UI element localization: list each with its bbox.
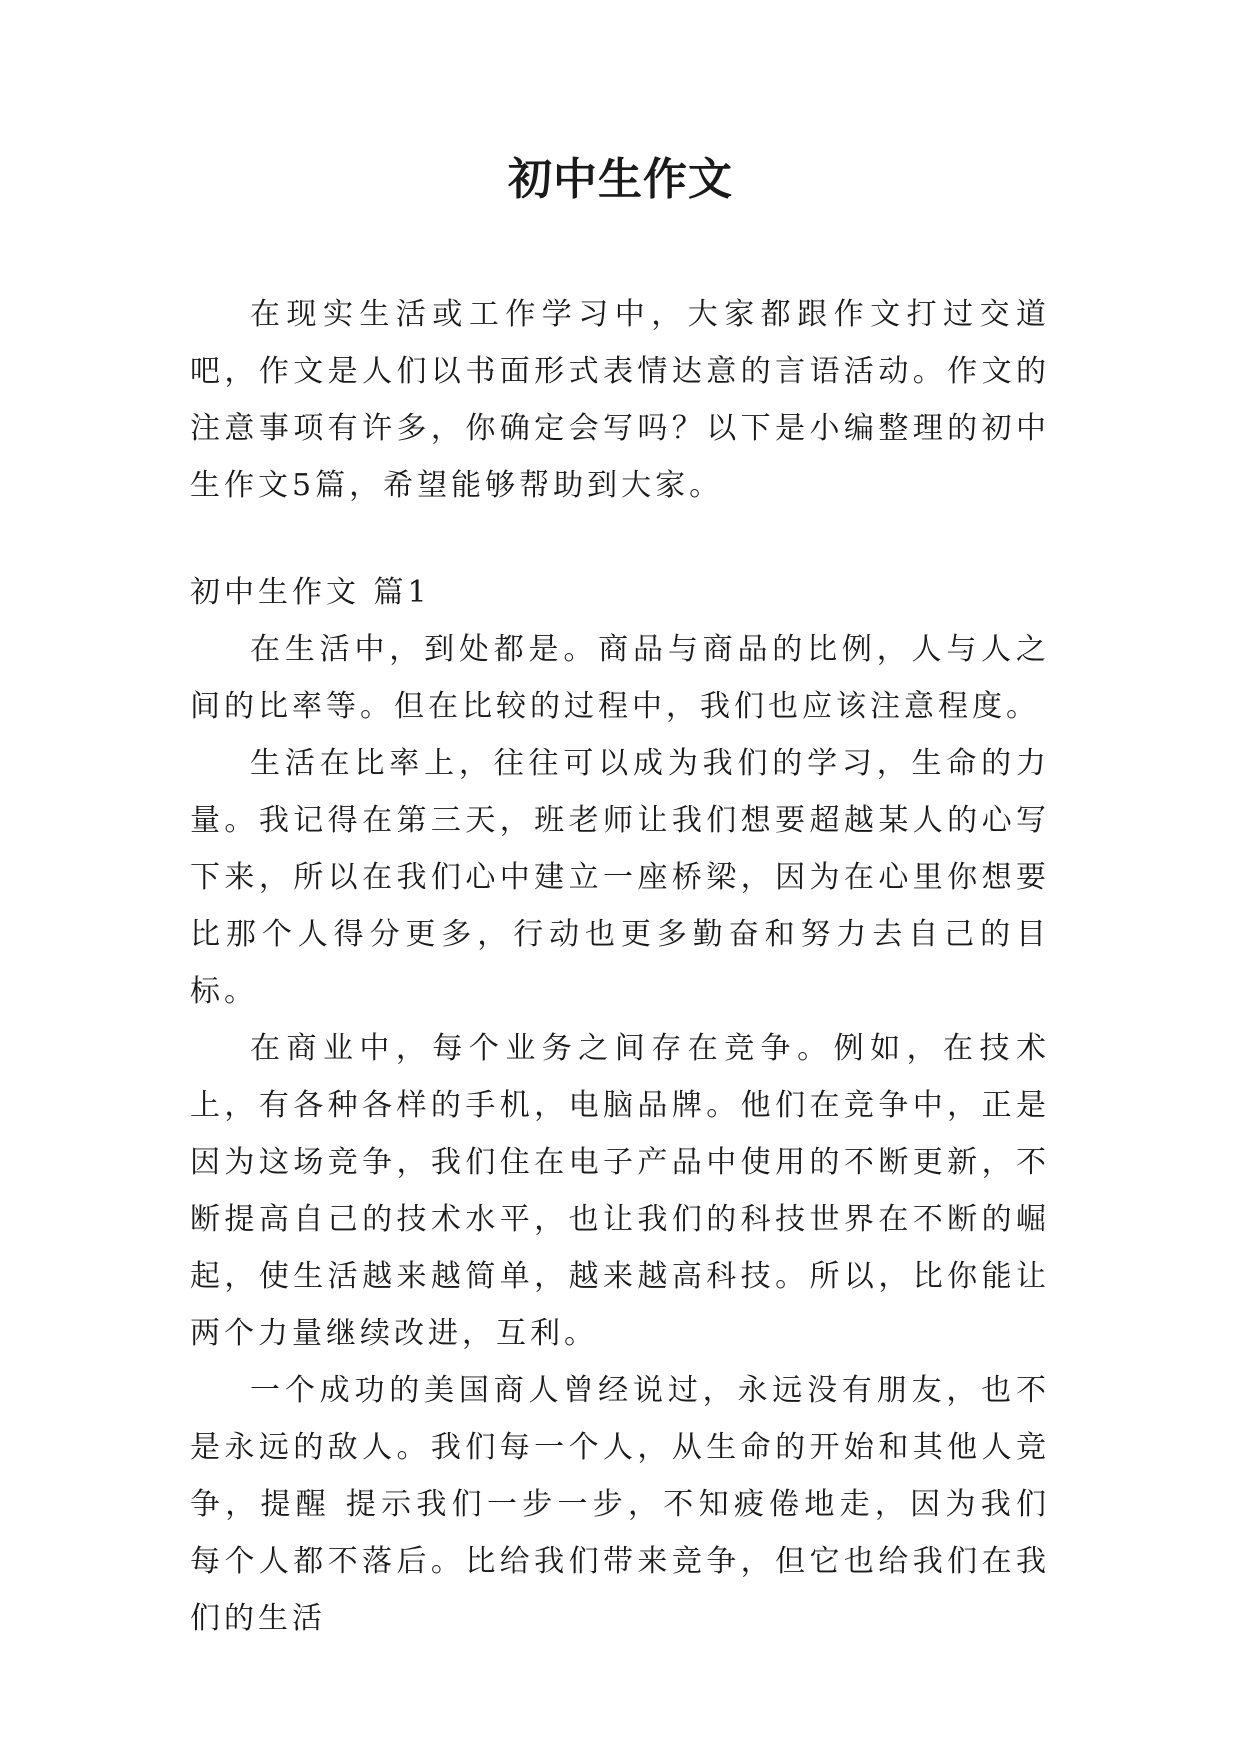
body-paragraph-3: 在商业中，每个业务之间存在竞争。例如，在技术上，有各种各样的手机，电脑品牌。他们在竞争中，正是因为这场竞争，我们住在电子产品中使用的不断更新，不断提高自己的技术水平，也让我们的科技世界在不断的崛起，使生活越来越简单，越来越高科技。所以，比你能让两个力量继续改进，互利。 (190, 1031, 1050, 1351)
body-paragraph-1: 在生活中，到处都是。商品与商品的比例，人与人之间的比率等。但在比较的过程中，我们也应该注意程度。 (190, 632, 1050, 724)
body-paragraph-4: 一个成功的美国商人曾经说过，永远没有朋友，也不是永远的敌人。我们每一个人，从生命的开始和其他人竞争，提醒 提示我们一步一步，不知疲倦地走，因为我们每个人都不落后。比给我们带来竞争，但它也给我们在我们的生活 (190, 1373, 1050, 1636)
document-body (190, 286, 1050, 1647)
intro-paragraph: 在现实生活或工作学习中，大家都跟作文打过交道吧，作文是人们以书面形式表情达意的言语活动。作文的注意事项有许多，你确定会写吗？以下是小编整理的初中生作文5篇，希望能够帮助到大家。 (190, 297, 1050, 503)
body-paragraph-2: 生活在比率上，往往可以成为我们的学习，生命的力量。我记得在第三天，班老师让我们想要超越某人的心写下来，所以在我们心中建立一座桥梁，因为在心里你想要比那个人得分更多，行动也更多勤奋和努力去自己的目标。 (190, 746, 1050, 1009)
section-heading: 初中生作文 篇1 (190, 575, 431, 610)
document-title: 初中生作文 (508, 154, 733, 205)
